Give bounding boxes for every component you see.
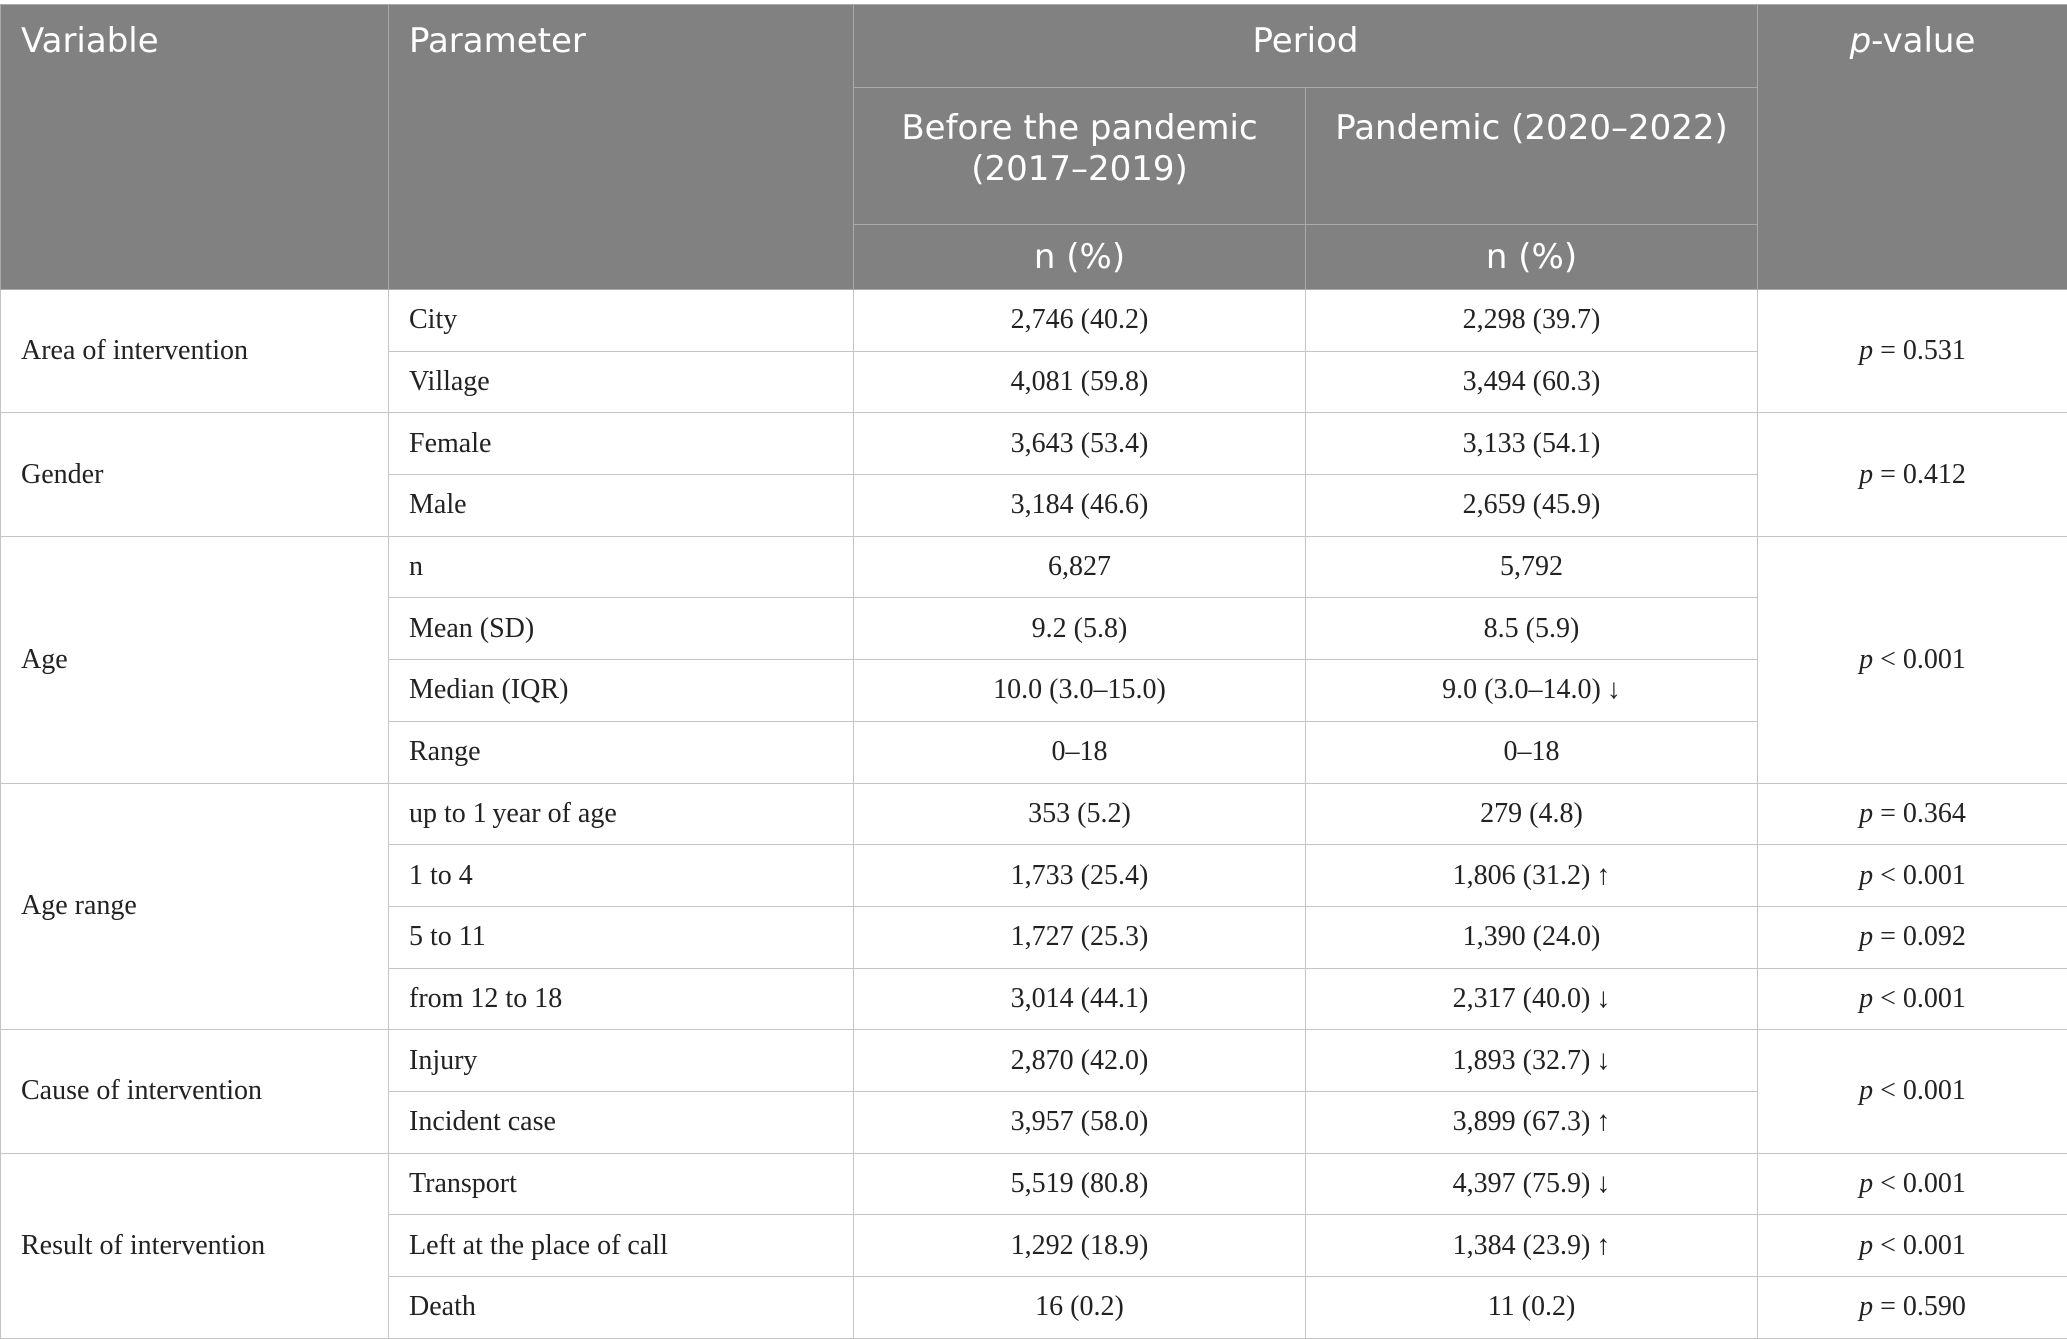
pandemic-cell: 8.5 (5.9) <box>1306 598 1758 660</box>
variable-cell: Age range <box>1 783 389 1030</box>
table-row <box>1 1030 2067 1092</box>
variable-cell: Cause of intervention <box>1 1030 389 1153</box>
parameter-cell: Female <box>389 413 854 475</box>
pandemic-cell: 0–18 <box>1306 721 1758 783</box>
parameter-cell: Injury <box>389 1030 854 1092</box>
table-row <box>1 783 2067 845</box>
parameter-cell: Mean (SD) <box>389 598 854 660</box>
p-value-cell <box>1758 536 2067 783</box>
p-symbol: p <box>1859 798 1873 829</box>
statistics-table <box>0 4 2067 1339</box>
p-value-cell <box>1758 783 2067 845</box>
table-row <box>1 536 2067 598</box>
p-symbol: p <box>1859 1075 1873 1106</box>
p-value: = 0.364 <box>1880 798 1966 829</box>
table-row <box>1 1153 2067 1215</box>
before-cell: 353 (5.2) <box>854 783 1306 845</box>
pandemic-value: 2,317 (40.0) <box>1453 983 1591 1014</box>
header-p-rest: -value <box>1871 21 1975 61</box>
p-symbol: p <box>1859 1291 1873 1322</box>
parameter-cell: Median (IQR) <box>389 660 854 722</box>
p-value: = 0.590 <box>1880 1291 1966 1322</box>
arrow-up-icon: ↑ <box>1596 860 1610 891</box>
pandemic-cell <box>1306 968 1758 1030</box>
parameter-cell: 1 to 4 <box>389 845 854 907</box>
before-cell: 3,643 (53.4) <box>854 413 1306 475</box>
p-value: = 0.092 <box>1880 921 1966 952</box>
p-value-cell <box>1758 968 2067 1030</box>
arrow-down-icon: ↓ <box>1596 1045 1610 1076</box>
pandemic-cell: 2,298 (39.7) <box>1306 290 1758 352</box>
p-value-cell <box>1758 413 2067 536</box>
p-value: = 0.412 <box>1880 459 1966 490</box>
pandemic-cell: 5,792 <box>1306 536 1758 598</box>
arrow-up-icon: ↑ <box>1596 1230 1610 1261</box>
arrow-up-icon: ↑ <box>1596 1106 1610 1137</box>
variable-cell: Area of intervention <box>1 290 389 413</box>
p-value: = 0.531 <box>1880 335 1966 366</box>
pandemic-cell <box>1306 660 1758 722</box>
pandemic-value: 1,806 (31.2) <box>1453 860 1591 891</box>
before-cell: 1,733 (25.4) <box>854 845 1306 907</box>
p-value: < 0.001 <box>1880 860 1966 891</box>
pandemic-cell: 1,390 (24.0) <box>1306 906 1758 968</box>
pandemic-cell <box>1306 1153 1758 1215</box>
variable-cell: Result of intervention <box>1 1153 389 1338</box>
before-cell: 2,746 (40.2) <box>854 290 1306 352</box>
parameter-cell: City <box>389 290 854 352</box>
arrow-down-icon: ↓ <box>1596 983 1610 1014</box>
before-cell: 3,957 (58.0) <box>854 1091 1306 1153</box>
before-cell: 3,014 (44.1) <box>854 968 1306 1030</box>
parameter-cell: Left at the place of call <box>389 1215 854 1277</box>
pandemic-value: 9.0 (3.0–14.0) <box>1442 674 1601 705</box>
p-value-cell <box>1758 906 2067 968</box>
before-cell: 0–18 <box>854 721 1306 783</box>
pandemic-cell: 3,494 (60.3) <box>1306 351 1758 413</box>
p-symbol: p <box>1859 983 1873 1014</box>
p-value-cell <box>1758 1277 2067 1339</box>
table-body <box>1 290 2067 1339</box>
pandemic-cell: 279 (4.8) <box>1306 783 1758 845</box>
p-symbol: p <box>1859 1168 1873 1199</box>
before-cell: 6,827 <box>854 536 1306 598</box>
parameter-cell: Transport <box>389 1153 854 1215</box>
table-header <box>1 5 2067 290</box>
parameter-cell: up to 1 year of age <box>389 783 854 845</box>
before-cell: 5,519 (80.8) <box>854 1153 1306 1215</box>
variable-cell: Gender <box>1 413 389 536</box>
header-variable: Variable <box>1 5 389 290</box>
pandemic-cell <box>1306 1030 1758 1092</box>
header-period: Period <box>854 5 1758 88</box>
p-value: < 0.001 <box>1880 1168 1966 1199</box>
p-value: < 0.001 <box>1880 1230 1966 1261</box>
header-n-pct-before: n (%) <box>854 225 1306 290</box>
header-p-italic: p <box>1850 21 1872 61</box>
pandemic-value: 4,397 (75.9) <box>1453 1168 1591 1199</box>
parameter-cell: Male <box>389 475 854 537</box>
parameter-cell: Village <box>389 351 854 413</box>
p-value: < 0.001 <box>1880 644 1966 675</box>
before-cell: 10.0 (3.0–15.0) <box>854 660 1306 722</box>
p-symbol: p <box>1859 335 1873 366</box>
arrow-down-icon: ↓ <box>1596 1168 1610 1199</box>
header-p-value <box>1758 5 2067 290</box>
variable-cell: Age <box>1 536 389 783</box>
parameter-cell: 5 to 11 <box>389 906 854 968</box>
p-value-cell <box>1758 1215 2067 1277</box>
header-n-pct-pandemic: n (%) <box>1306 225 1758 290</box>
before-cell: 2,870 (42.0) <box>854 1030 1306 1092</box>
p-symbol: p <box>1859 1230 1873 1261</box>
header-before-pandemic: Before the pandemic (2017–2019) <box>854 88 1306 225</box>
p-value-cell <box>1758 845 2067 907</box>
p-symbol: p <box>1859 921 1873 952</box>
p-symbol: p <box>1859 644 1873 675</box>
parameter-cell: n <box>389 536 854 598</box>
p-value-cell <box>1758 1030 2067 1153</box>
pandemic-value: 3,899 (67.3) <box>1453 1106 1591 1137</box>
before-cell: 9.2 (5.8) <box>854 598 1306 660</box>
pandemic-cell: 11 (0.2) <box>1306 1277 1758 1339</box>
table-row <box>1 290 2067 352</box>
p-value-cell <box>1758 1153 2067 1215</box>
p-symbol: p <box>1859 459 1873 490</box>
p-value-cell <box>1758 290 2067 413</box>
arrow-down-icon: ↓ <box>1607 674 1621 705</box>
parameter-cell: Death <box>389 1277 854 1339</box>
before-cell: 1,292 (18.9) <box>854 1215 1306 1277</box>
pandemic-value: 1,384 (23.9) <box>1453 1230 1591 1261</box>
pandemic-cell <box>1306 1215 1758 1277</box>
p-symbol: p <box>1859 860 1873 891</box>
header-pandemic: Pandemic (2020–2022) <box>1306 88 1758 225</box>
p-value: < 0.001 <box>1880 1075 1966 1106</box>
before-cell: 4,081 (59.8) <box>854 351 1306 413</box>
pandemic-cell: 3,133 (54.1) <box>1306 413 1758 475</box>
before-cell: 1,727 (25.3) <box>854 906 1306 968</box>
table-row <box>1 413 2067 475</box>
pandemic-cell: 2,659 (45.9) <box>1306 475 1758 537</box>
parameter-cell: from 12 to 18 <box>389 968 854 1030</box>
pandemic-value: 1,893 (32.7) <box>1453 1045 1591 1076</box>
parameter-cell: Incident case <box>389 1091 854 1153</box>
pandemic-cell <box>1306 1091 1758 1153</box>
before-cell: 16 (0.2) <box>854 1277 1306 1339</box>
header-parameter: Parameter <box>389 5 854 290</box>
before-cell: 3,184 (46.6) <box>854 475 1306 537</box>
parameter-cell: Range <box>389 721 854 783</box>
p-value: < 0.001 <box>1880 983 1966 1014</box>
pandemic-cell <box>1306 845 1758 907</box>
